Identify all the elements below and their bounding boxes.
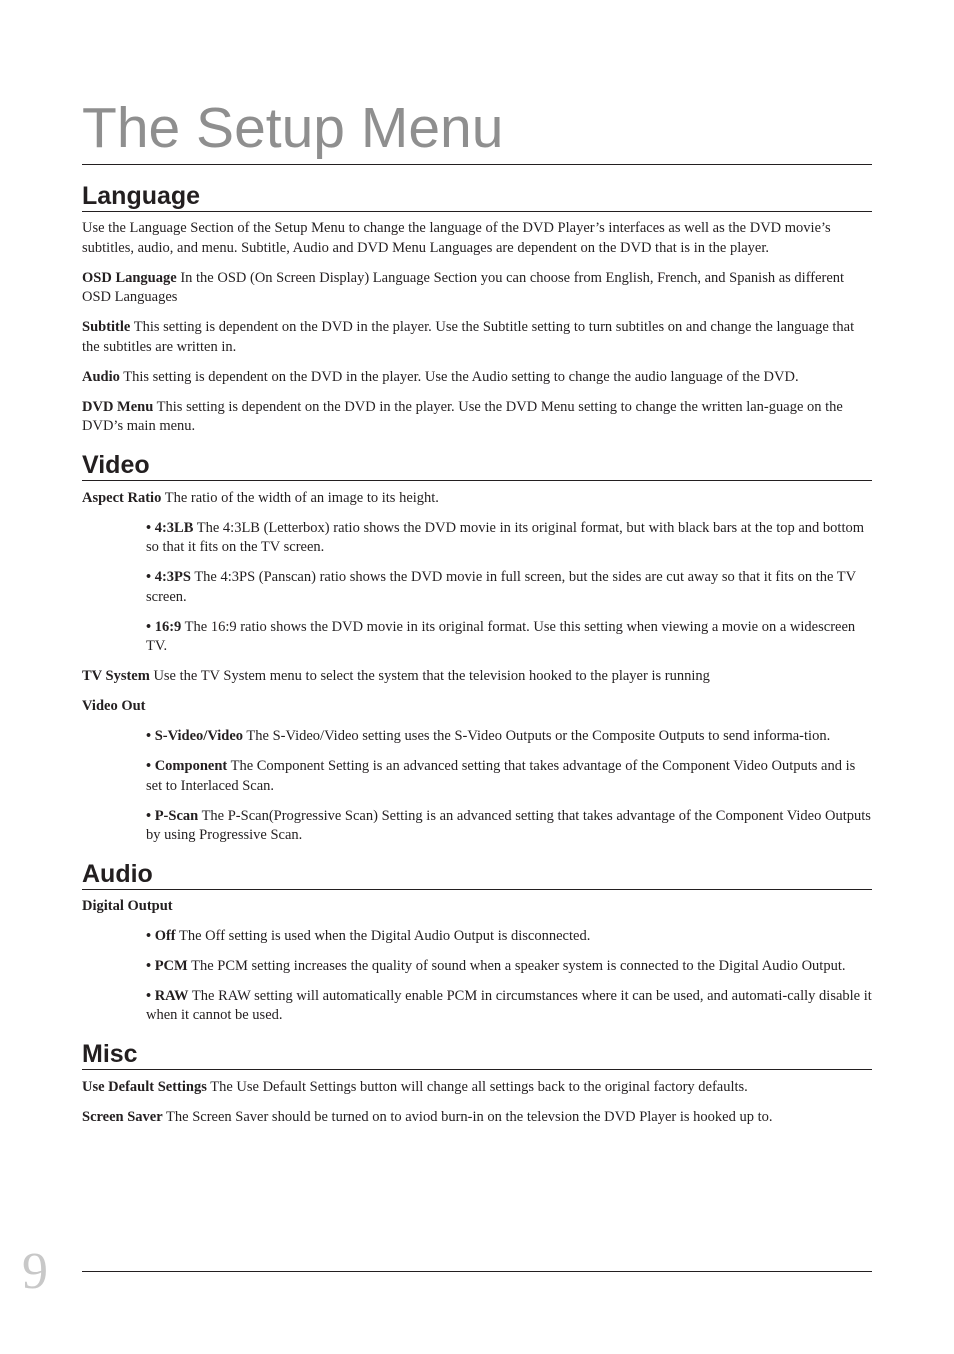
video-heading: Video [82,451,872,481]
tv-system-label: TV System [82,668,150,684]
page-number: 9 [22,1243,48,1300]
video-out-item-label: • Component [146,758,228,774]
audio-item-label: • Off [146,927,176,944]
video-out-item-text: The S-Video/Video setting uses the S-Video Outputs or the Composite Outputs to send informa-tion. [246,728,831,744]
video-out-item-pscan [82,807,872,846]
osd-language-paragraph [82,269,872,308]
screen-saver-text: The Screen Saver should be turned on to aviod burn-in on the televsion the DVD Player is hooked up to. [166,1108,773,1125]
audio-language-text: This setting is dependent on the DVD in the player. Use the Audio setting to change the audio language of the DVD. [123,368,799,385]
language-intro: Use the Language Section of the Setup Menu to change the language of the DVD Player’s interfaces as well as the DVD movie’s subtitles, audio, and menu. Subtitle, Audio and DVD Menu Languages are dependent on the DVD that is in the player. [82,220,831,256]
aspect-ratio-paragraph [82,489,872,509]
osd-language-text: In the OSD (On Screen Display) Language Section you can choose from English, French, and Spanish as different OSD Languages [82,269,845,305]
audio-item-label: • RAW [146,987,189,1004]
dvd-menu-text: This setting is dependent on the DVD in the player. Use the DVD Menu setting to change the written lan-guage on the DVD’s main menu. [82,398,843,434]
subtitle-text: This setting is dependent on the DVD in the player. Use the Subtitle setting to turn subtitles on and change the language that the subtitles are written in. [82,319,855,355]
screen-saver-paragraph [82,1108,872,1128]
document-body [82,182,872,1127]
dvd-menu-paragraph [82,398,872,437]
audio-item-text: The RAW setting will automatically enable PCM in circumstances where it can be used, and automati-cally disable it when it cannot be used. [146,987,872,1023]
video-out-item-text: The P-Scan(Progressive Scan) Setting is an advanced setting that takes advantage of the Component Video Outputs by using Progressive Scan. [146,807,871,843]
misc-heading: Misc [82,1040,872,1070]
title-rule [82,164,872,165]
video-out-item-label: • P-Scan [146,807,199,824]
aspect-item-text: The 16:9 ratio shows the DVD movie in its original format. Use this setting when viewing a movie on a widescreen TV. [146,618,856,654]
language-heading: Language [82,182,872,212]
osd-language-label: OSD Language [82,269,177,286]
aspect-item-label: • 4:3LB [146,519,194,536]
default-settings-paragraph [82,1078,872,1098]
tv-system-paragraph [82,667,872,687]
audio-item-off [82,927,872,947]
video-out-item-label: • S-Video/Video [146,728,244,744]
screen-saver-label: Screen Saver [82,1108,163,1125]
video-out-item-svideo [82,727,872,747]
aspect-item-label: • 16:9 [146,618,182,635]
audio-item-label: • PCM [146,957,188,974]
default-settings-text: The Use Default Settings button will change all settings back to the original factory defaults. [210,1078,748,1095]
video-out-item-text: The Component Setting is an advanced setting that takes advantage of the Component Video Outputs and is set to Interlaced Scan. [146,758,856,794]
aspect-item-169 [82,618,872,657]
dvd-menu-label: DVD Menu [82,398,154,415]
audio-item-text: The PCM setting increases the quality of sound when a speaker system is connected to the Digital Audio Output. [191,957,846,974]
audio-heading: Audio [82,860,872,890]
tv-system-text: Use the TV System menu to select the system that the television hooked to the player is running [153,668,710,684]
aspect-item-text: The 4:3PS (Panscan) ratio shows the DVD movie in full screen, but the sides are cut away so that it fits on the TV screen. [146,569,856,605]
page-title: The Setup Menu [82,96,504,160]
aspect-item-label: • 4:3PS [146,569,191,585]
video-out-item-component [82,757,872,796]
audio-language-paragraph [82,368,872,388]
audio-item-pcm [82,957,872,977]
digital-output-label: Digital Output [82,897,173,914]
aspect-ratio-text: The ratio of the width of an image to its height. [161,489,439,506]
default-settings-label: Use Default Settings [82,1078,207,1095]
audio-item-raw [82,987,872,1026]
aspect-ratio-label: Aspect Ratio [82,489,162,506]
footer-rule [82,1271,872,1272]
aspect-item-43ps [82,568,872,607]
subtitle-label: Subtitle [82,319,131,335]
video-out-label: Video Out [82,698,146,714]
aspect-item-43lb [82,519,872,558]
audio-language-label: Audio [82,368,120,385]
audio-item-text: The Off setting is used when the Digital Audio Output is disconnected. [179,927,591,944]
aspect-item-text: The 4:3LB (Letterbox) ratio shows the DVD movie in its original format, but with black bars at the top and bottom so that it fits on the TV screen. [146,519,865,555]
subtitle-paragraph [82,318,872,357]
